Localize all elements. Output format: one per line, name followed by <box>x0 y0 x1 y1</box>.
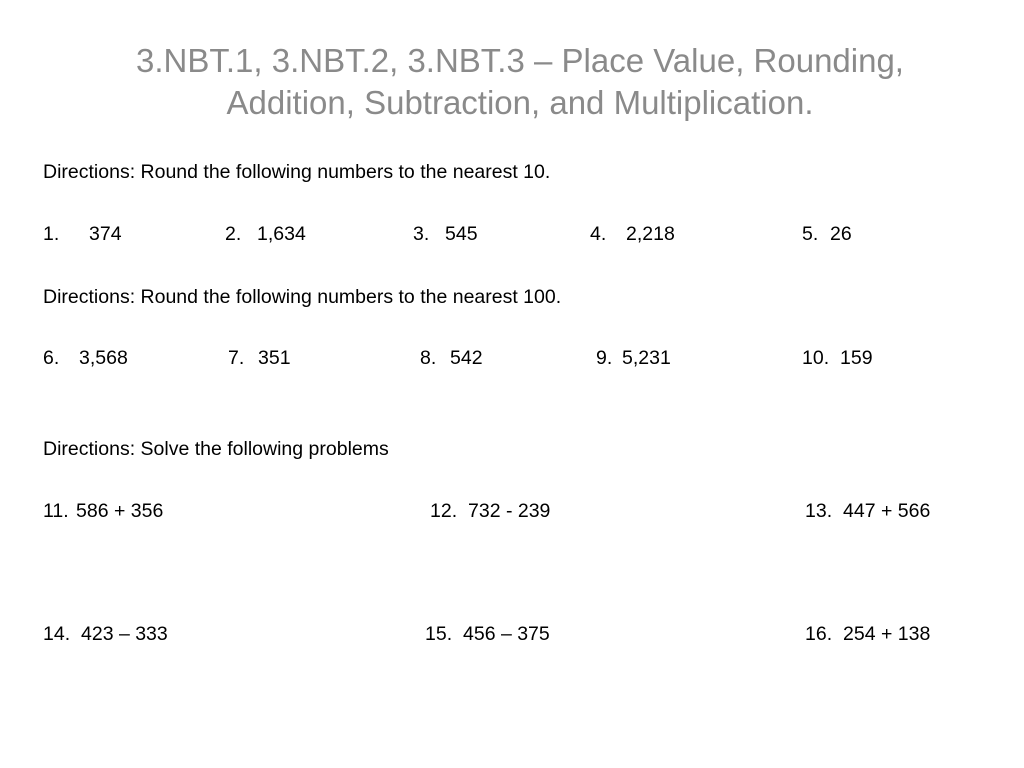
directions-round-10: Directions: Round the following numbers to the nearest 10. <box>43 161 551 183</box>
problem-value: 374 <box>89 223 122 245</box>
title-line-2: Addition, Subtraction, and Multiplication. <box>226 84 814 121</box>
problem-1 <box>43 222 122 246</box>
problem-label: 9. <box>596 347 613 369</box>
problem-label: 1. <box>43 223 60 245</box>
problem-12 <box>430 499 550 523</box>
problem-3 <box>413 222 478 246</box>
problem-value: 1,634 <box>257 223 306 245</box>
problem-label: 5. <box>802 223 819 245</box>
problem-label: 2. <box>225 223 242 245</box>
problem-8 <box>420 346 483 370</box>
problem-value: 26 <box>830 223 852 245</box>
problem-label: 6. <box>43 347 60 369</box>
problem-value: 5,231 <box>622 347 671 369</box>
problem-label: 16. <box>805 623 833 645</box>
problem-label: 10. <box>802 347 830 369</box>
problem-value: 3,568 <box>79 347 128 369</box>
problem-label: 8. <box>420 347 437 369</box>
problem-expression: 456 – 375 <box>463 623 550 645</box>
problem-label: 3. <box>413 223 430 245</box>
problem-value: 545 <box>445 223 478 245</box>
problem-expression: 447 + 566 <box>843 500 931 522</box>
problem-value: 2,218 <box>626 223 675 245</box>
problem-9 <box>596 346 671 370</box>
problem-expression: 732 - 239 <box>468 500 551 522</box>
problem-label: 7. <box>228 347 245 369</box>
page-title <box>60 40 980 124</box>
problem-label: 11. <box>43 500 69 522</box>
problem-expression: 423 – 333 <box>81 623 168 645</box>
problem-6 <box>43 346 128 370</box>
problem-7 <box>228 346 291 370</box>
problem-16 <box>805 622 930 646</box>
problem-label: 4. <box>590 223 607 245</box>
problem-10 <box>802 346 873 370</box>
problem-2 <box>225 222 306 246</box>
problem-expression: 586 + 356 <box>76 500 164 522</box>
problem-expression: 254 + 138 <box>843 623 931 645</box>
directions-solve: Directions: Solve the following problems <box>43 438 389 460</box>
problem-label: 15. <box>425 623 453 645</box>
problem-14 <box>43 622 168 646</box>
title-line-1: 3.NBT.1, 3.NBT.2, 3.NBT.3 – Place Value, Rounding, <box>136 42 904 79</box>
directions-round-100: Directions: Round the following numbers to the nearest 100. <box>43 286 562 308</box>
problem-11 <box>43 499 163 523</box>
problem-value: 159 <box>840 347 873 369</box>
problem-label: 12. <box>430 500 458 522</box>
problem-label: 14. <box>43 623 71 645</box>
problem-4 <box>590 222 675 246</box>
problem-5 <box>802 222 852 246</box>
problem-13 <box>805 499 930 523</box>
problem-15 <box>425 622 550 646</box>
problem-value: 542 <box>450 347 483 369</box>
problem-label: 13. <box>805 500 833 522</box>
problem-value: 351 <box>258 347 291 369</box>
